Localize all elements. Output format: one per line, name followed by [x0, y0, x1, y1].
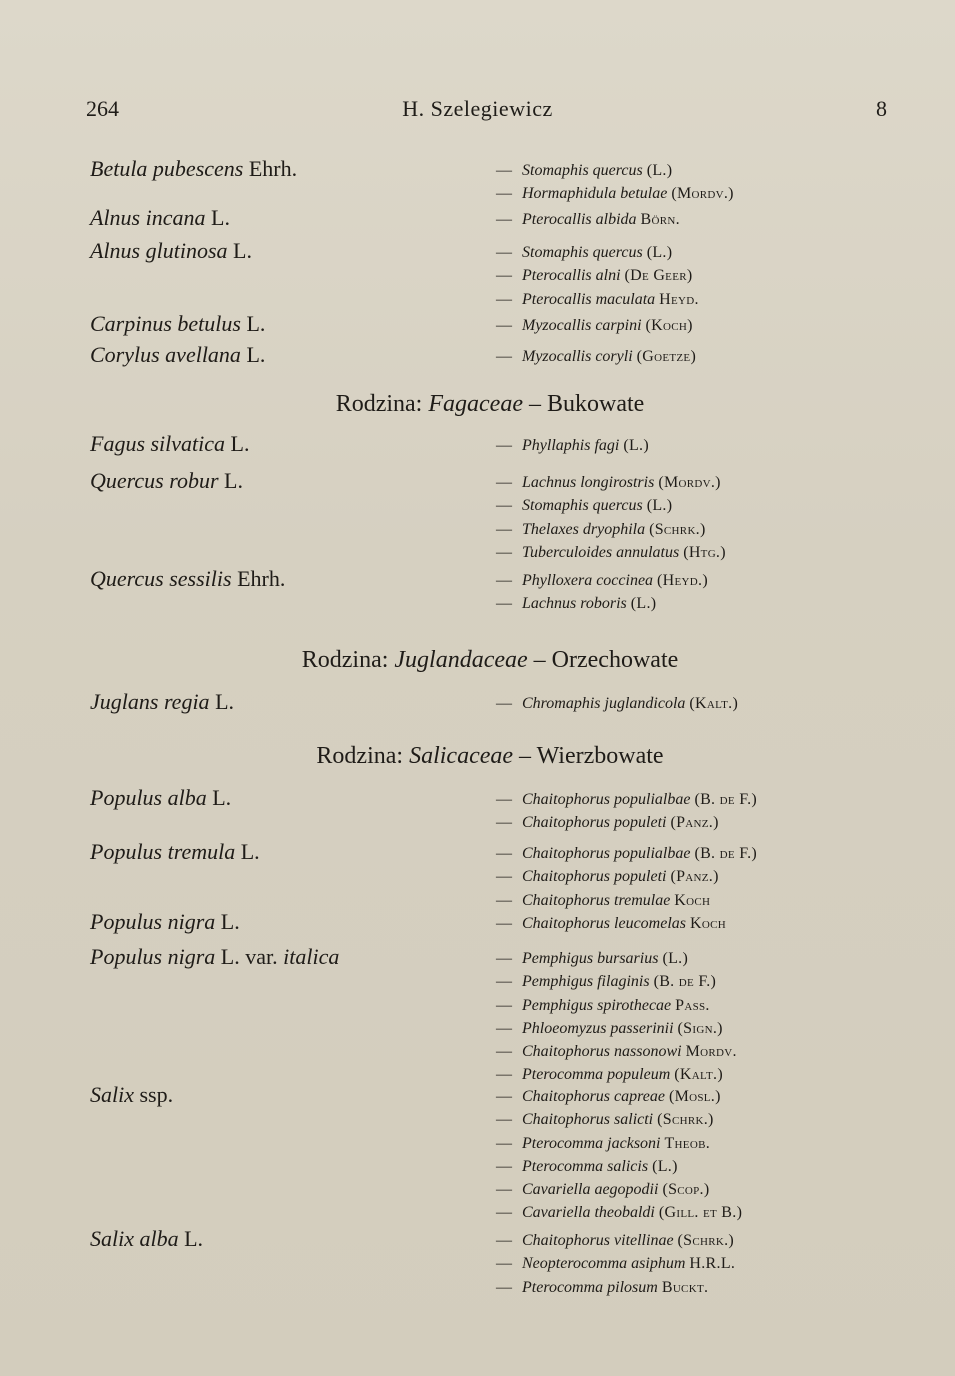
- host-variety: italica: [283, 944, 340, 969]
- aphid-species: Cavariella aegopodii: [522, 1181, 659, 1199]
- aphid-author: (L.): [646, 162, 673, 179]
- host-plant: [90, 565, 285, 593]
- aphid-species: Pemphigus spirothecae: [522, 996, 672, 1014]
- aphid-species: Lachnus roboris: [522, 595, 627, 613]
- dash-marker: —: [496, 595, 512, 613]
- host-plant: [90, 908, 240, 936]
- aphid-author: (De Geer): [624, 267, 693, 285]
- family-heading: [0, 741, 955, 771]
- host-name: Betula pubescens: [90, 156, 244, 181]
- aphid-author: Koch: [690, 915, 726, 932]
- aphid-species: Myzocallis carpini: [522, 317, 642, 334]
- aphid-author: (L.): [652, 1157, 678, 1175]
- aphid-list: [496, 1085, 742, 1225]
- family-heading: [0, 389, 955, 419]
- aphid-list: [496, 241, 699, 311]
- dash-marker: —: [496, 891, 512, 909]
- aphid-item: [496, 314, 693, 337]
- host-author: L.: [230, 431, 250, 456]
- aphid-list: [496, 314, 693, 337]
- aphid-species: Chaitophorus leucomelas: [522, 915, 686, 932]
- aphid-author: Theob.: [664, 1134, 711, 1152]
- host-name: Populus alba: [90, 785, 207, 810]
- aphid-item: [496, 288, 699, 311]
- aphid-item: [496, 1178, 742, 1201]
- dash-marker: —: [496, 1278, 512, 1296]
- running-author: H. Szelegiewicz: [402, 96, 553, 121]
- family-prefix: Rodzina:: [335, 391, 423, 417]
- aphid-species: Cavariella theobaldi: [522, 1204, 655, 1222]
- host-name: Salix alba: [90, 1226, 179, 1251]
- dash-marker: —: [496, 437, 512, 454]
- host-author: L.: [211, 205, 230, 230]
- aphid-author: (Gill. et B.): [658, 1204, 743, 1222]
- aphid-item: [496, 569, 708, 592]
- aphid-author: (Schrk.): [649, 520, 706, 538]
- aphid-author: (Kalt.): [689, 695, 739, 712]
- dash-marker: —: [496, 520, 512, 538]
- dash-marker: —: [496, 1181, 512, 1199]
- aphid-item: [496, 811, 757, 834]
- aphid-item: [496, 842, 757, 865]
- aphid-species: Pterocomma pilosum: [522, 1278, 658, 1296]
- host-author: L.: [240, 839, 260, 864]
- family-name: Fagaceae: [428, 391, 523, 417]
- dash-marker: —: [496, 497, 512, 515]
- aphid-species: Stomaphis quercus: [522, 497, 643, 515]
- aphid-species: Pterocallis maculata: [522, 290, 656, 308]
- family-prefix: Rodzina:: [301, 647, 389, 673]
- aphid-species: Pemphigus filaginis: [522, 973, 650, 991]
- host-plant: [90, 341, 265, 369]
- aphid-species: Chaitophorus populeti: [522, 814, 667, 832]
- aphid-list: [496, 842, 757, 912]
- dash-marker: —: [496, 814, 512, 832]
- dash-marker: —: [496, 845, 512, 862]
- host-author: L. var.: [220, 944, 278, 969]
- dash-marker: —: [496, 348, 512, 365]
- host-name: Salix: [90, 1082, 134, 1107]
- aphid-item: [496, 592, 708, 615]
- aphid-item: [496, 208, 680, 231]
- aphid-author: (Heyd.): [657, 572, 708, 589]
- dash-marker: —: [496, 915, 512, 932]
- dash-marker: —: [496, 1204, 512, 1222]
- host-plant: [90, 943, 339, 971]
- aphid-author: Börn.: [640, 211, 680, 228]
- aphid-species: Chaitophorus salicti: [522, 1111, 654, 1129]
- aphid-item: [496, 1229, 735, 1252]
- aphid-item: [496, 889, 757, 912]
- host-name: Alnus glutinosa: [90, 238, 228, 263]
- aphid-author: (Panz.): [670, 868, 719, 886]
- aphid-species: Phylloxera coccinea: [522, 572, 654, 589]
- host-author: L.: [220, 909, 240, 934]
- aphid-species: Pterocomma populeum: [522, 1066, 671, 1084]
- host-name: Corylus avellana: [90, 342, 241, 367]
- aphid-item: [496, 1063, 737, 1086]
- family-heading: [0, 645, 955, 675]
- host-author: Ehrh.: [248, 156, 298, 181]
- aphid-item: [496, 241, 699, 264]
- aphid-species: Chaitophorus populialbae: [522, 845, 691, 862]
- host-plant: [90, 784, 231, 812]
- aphid-species: Pemphigus bursarius: [522, 950, 659, 967]
- dash-marker: —: [496, 211, 512, 228]
- family-prefix: Rodzina:: [316, 743, 404, 769]
- aphid-author: Heyd.: [659, 290, 699, 308]
- family-common-name: – Bukowate: [528, 391, 645, 417]
- dash-marker: —: [496, 868, 512, 886]
- aphid-species: Phloeomyzus passerinii: [522, 1019, 674, 1037]
- aphid-item: [496, 471, 726, 494]
- aphid-species: Pterocallis alni: [522, 267, 621, 285]
- aphid-species: Hormaphidula betulae: [522, 185, 668, 203]
- aphid-author: (Koch): [645, 317, 693, 334]
- host-name: Fagus silvatica: [90, 431, 226, 456]
- aphid-species: Stomaphis quercus: [522, 162, 643, 179]
- host-plant: [90, 838, 260, 866]
- host-author: L.: [215, 689, 235, 714]
- aphid-species: Phyllaphis fagi: [522, 437, 620, 454]
- host-name: Quercus sessilis: [90, 566, 232, 591]
- dash-marker: —: [496, 1088, 512, 1105]
- aphid-author: Pass.: [675, 996, 710, 1014]
- aphid-species: Pterocomma jacksoni: [522, 1134, 661, 1152]
- dash-marker: —: [496, 695, 512, 712]
- dash-marker: —: [496, 162, 512, 179]
- aphid-author: (B. de F.): [694, 791, 758, 808]
- aphid-list: [496, 345, 696, 368]
- host-author: L.: [212, 785, 232, 810]
- family-name: Salicaceae: [409, 743, 514, 769]
- aphid-item: [496, 994, 737, 1017]
- host-author: L.: [224, 468, 243, 493]
- aphid-author: (Mordv.): [658, 474, 721, 491]
- aphid-list: [496, 434, 649, 457]
- aphid-item: [496, 541, 726, 564]
- aphid-author: (L.): [623, 437, 649, 454]
- dash-marker: —: [496, 572, 512, 589]
- host-author: L.: [233, 238, 252, 263]
- dash-marker: —: [496, 1255, 512, 1273]
- page-header: [0, 96, 955, 126]
- dash-marker: —: [496, 185, 512, 203]
- host-name: Populus tremula: [90, 839, 236, 864]
- dash-marker: —: [496, 973, 512, 991]
- host-name: Juglans regia: [90, 689, 210, 714]
- aphid-author: (Schrk.): [657, 1111, 714, 1129]
- host-plant: [90, 310, 265, 338]
- host-plant: [90, 155, 297, 183]
- dash-marker: —: [496, 1066, 512, 1084]
- dash-marker: —: [496, 1019, 512, 1037]
- aphid-item: [496, 970, 737, 993]
- aphid-list: [496, 1229, 735, 1299]
- aphid-author: (L.): [646, 244, 673, 261]
- aphid-author: (Scop.): [662, 1181, 710, 1199]
- aphid-item: [496, 182, 734, 205]
- host-author: L.: [184, 1226, 204, 1251]
- aphid-item: [496, 1108, 742, 1131]
- section-number: 8: [876, 96, 887, 121]
- aphid-author: (Sign.): [677, 1019, 723, 1037]
- aphid-author: (B. de F.): [694, 845, 758, 862]
- host-plant: [90, 237, 252, 265]
- aphid-author: (B. de F.): [653, 973, 717, 991]
- host-plant: [90, 688, 234, 716]
- aphid-item: [496, 434, 649, 457]
- host-plant: [90, 467, 243, 495]
- aphid-author: (Mosl.): [668, 1088, 721, 1105]
- aphid-item: [496, 159, 734, 182]
- dash-marker: —: [496, 1043, 512, 1061]
- aphid-species: Chaitophorus populialbae: [522, 791, 691, 808]
- dash-marker: —: [496, 290, 512, 308]
- aphid-species: Lachnus longirostris: [522, 474, 655, 491]
- aphid-species: Chaitophorus populeti: [522, 868, 667, 886]
- aphid-item: [496, 1155, 742, 1178]
- aphid-species: Neopterocomma asiphum: [522, 1255, 686, 1273]
- dash-marker: —: [496, 1157, 512, 1175]
- host-author: L.: [246, 342, 266, 367]
- aphid-species: Pterocomma salicis: [522, 1157, 649, 1175]
- aphid-item: [496, 264, 699, 287]
- aphid-species: Stomaphis quercus: [522, 244, 643, 261]
- aphid-item: [496, 692, 738, 715]
- aphid-list: [496, 788, 757, 835]
- family-name: Juglandaceae: [394, 647, 528, 673]
- aphid-list: [496, 912, 726, 935]
- family-common-name: – Wierzbowate: [519, 743, 664, 769]
- aphid-item: [496, 1132, 742, 1155]
- aphid-item: [496, 518, 726, 541]
- dash-marker: —: [496, 244, 512, 261]
- aphid-species: Chaitophorus capreae: [522, 1088, 665, 1105]
- aphid-species: Chaitophorus nassonowi: [522, 1043, 682, 1061]
- host-plant: [90, 1081, 173, 1109]
- dash-marker: —: [496, 791, 512, 808]
- aphid-author: (L.): [662, 950, 689, 967]
- aphid-item: [496, 1201, 742, 1224]
- aphid-item: [496, 788, 757, 811]
- host-name: Carpinus betulus: [90, 311, 241, 336]
- aphid-item: [496, 494, 726, 517]
- dash-marker: —: [496, 474, 512, 491]
- host-plant: [90, 204, 230, 232]
- aphid-author: H.R.L.: [689, 1255, 736, 1273]
- aphid-author: Buckt.: [661, 1278, 709, 1296]
- aphid-author: (Mordv.): [671, 185, 734, 203]
- aphid-species: Chromaphis juglandicola: [522, 695, 686, 712]
- dash-marker: —: [496, 543, 512, 561]
- host-author: Ehrh.: [237, 566, 286, 591]
- aphid-species: Tuberculoides annulatus: [522, 543, 680, 561]
- host-author: ssp.: [139, 1082, 174, 1107]
- host-name: Populus nigra: [90, 909, 216, 934]
- aphid-item: [496, 1276, 735, 1299]
- aphid-species: Chaitophorus vitellinae: [522, 1232, 674, 1249]
- aphid-item: [496, 947, 737, 970]
- aphid-item: [496, 1252, 735, 1275]
- aphid-item: [496, 912, 726, 935]
- host-name: Alnus incana: [90, 205, 206, 230]
- aphid-list: [496, 692, 738, 715]
- aphid-species: Chaitophorus tremulae: [522, 891, 671, 909]
- page-number: 264: [86, 96, 119, 121]
- dash-marker: —: [496, 267, 512, 285]
- aphid-author: (Panz.): [670, 814, 719, 832]
- aphid-author: (Kalt.): [674, 1066, 723, 1084]
- aphid-author: (L.): [646, 497, 673, 515]
- aphid-species: Pterocallis albida: [522, 211, 637, 228]
- aphid-author: (L.): [630, 595, 657, 613]
- dash-marker: —: [496, 996, 512, 1014]
- aphid-item: [496, 865, 757, 888]
- aphid-list: [496, 569, 708, 616]
- host-name: Populus nigra: [90, 944, 216, 969]
- aphid-list: [496, 208, 680, 231]
- aphid-author: Koch: [674, 891, 711, 909]
- dash-marker: —: [496, 950, 512, 967]
- aphid-author: (Schrk.): [677, 1232, 735, 1249]
- aphid-list: [496, 471, 726, 564]
- aphid-item: [496, 1017, 737, 1040]
- dash-marker: —: [496, 317, 512, 334]
- aphid-item: [496, 1085, 742, 1108]
- dash-marker: —: [496, 1111, 512, 1129]
- host-name: Quercus robur: [90, 468, 219, 493]
- aphid-list: [496, 159, 734, 206]
- aphid-list: [496, 947, 737, 1087]
- dash-marker: —: [496, 1134, 512, 1152]
- aphid-author: (Goetze): [636, 348, 697, 365]
- aphid-species: Myzocallis coryli: [522, 348, 633, 365]
- aphid-species: Thelaxes dryophila: [522, 520, 646, 538]
- aphid-item: [496, 345, 696, 368]
- family-common-name: – Orzechowate: [533, 647, 679, 673]
- host-plant: [90, 430, 250, 458]
- dash-marker: —: [496, 1232, 512, 1249]
- host-author: L.: [246, 311, 266, 336]
- aphid-item: [496, 1040, 737, 1063]
- aphid-author: Mordv.: [685, 1043, 737, 1061]
- host-plant: [90, 1225, 203, 1253]
- aphid-author: (Htg.): [683, 543, 726, 561]
